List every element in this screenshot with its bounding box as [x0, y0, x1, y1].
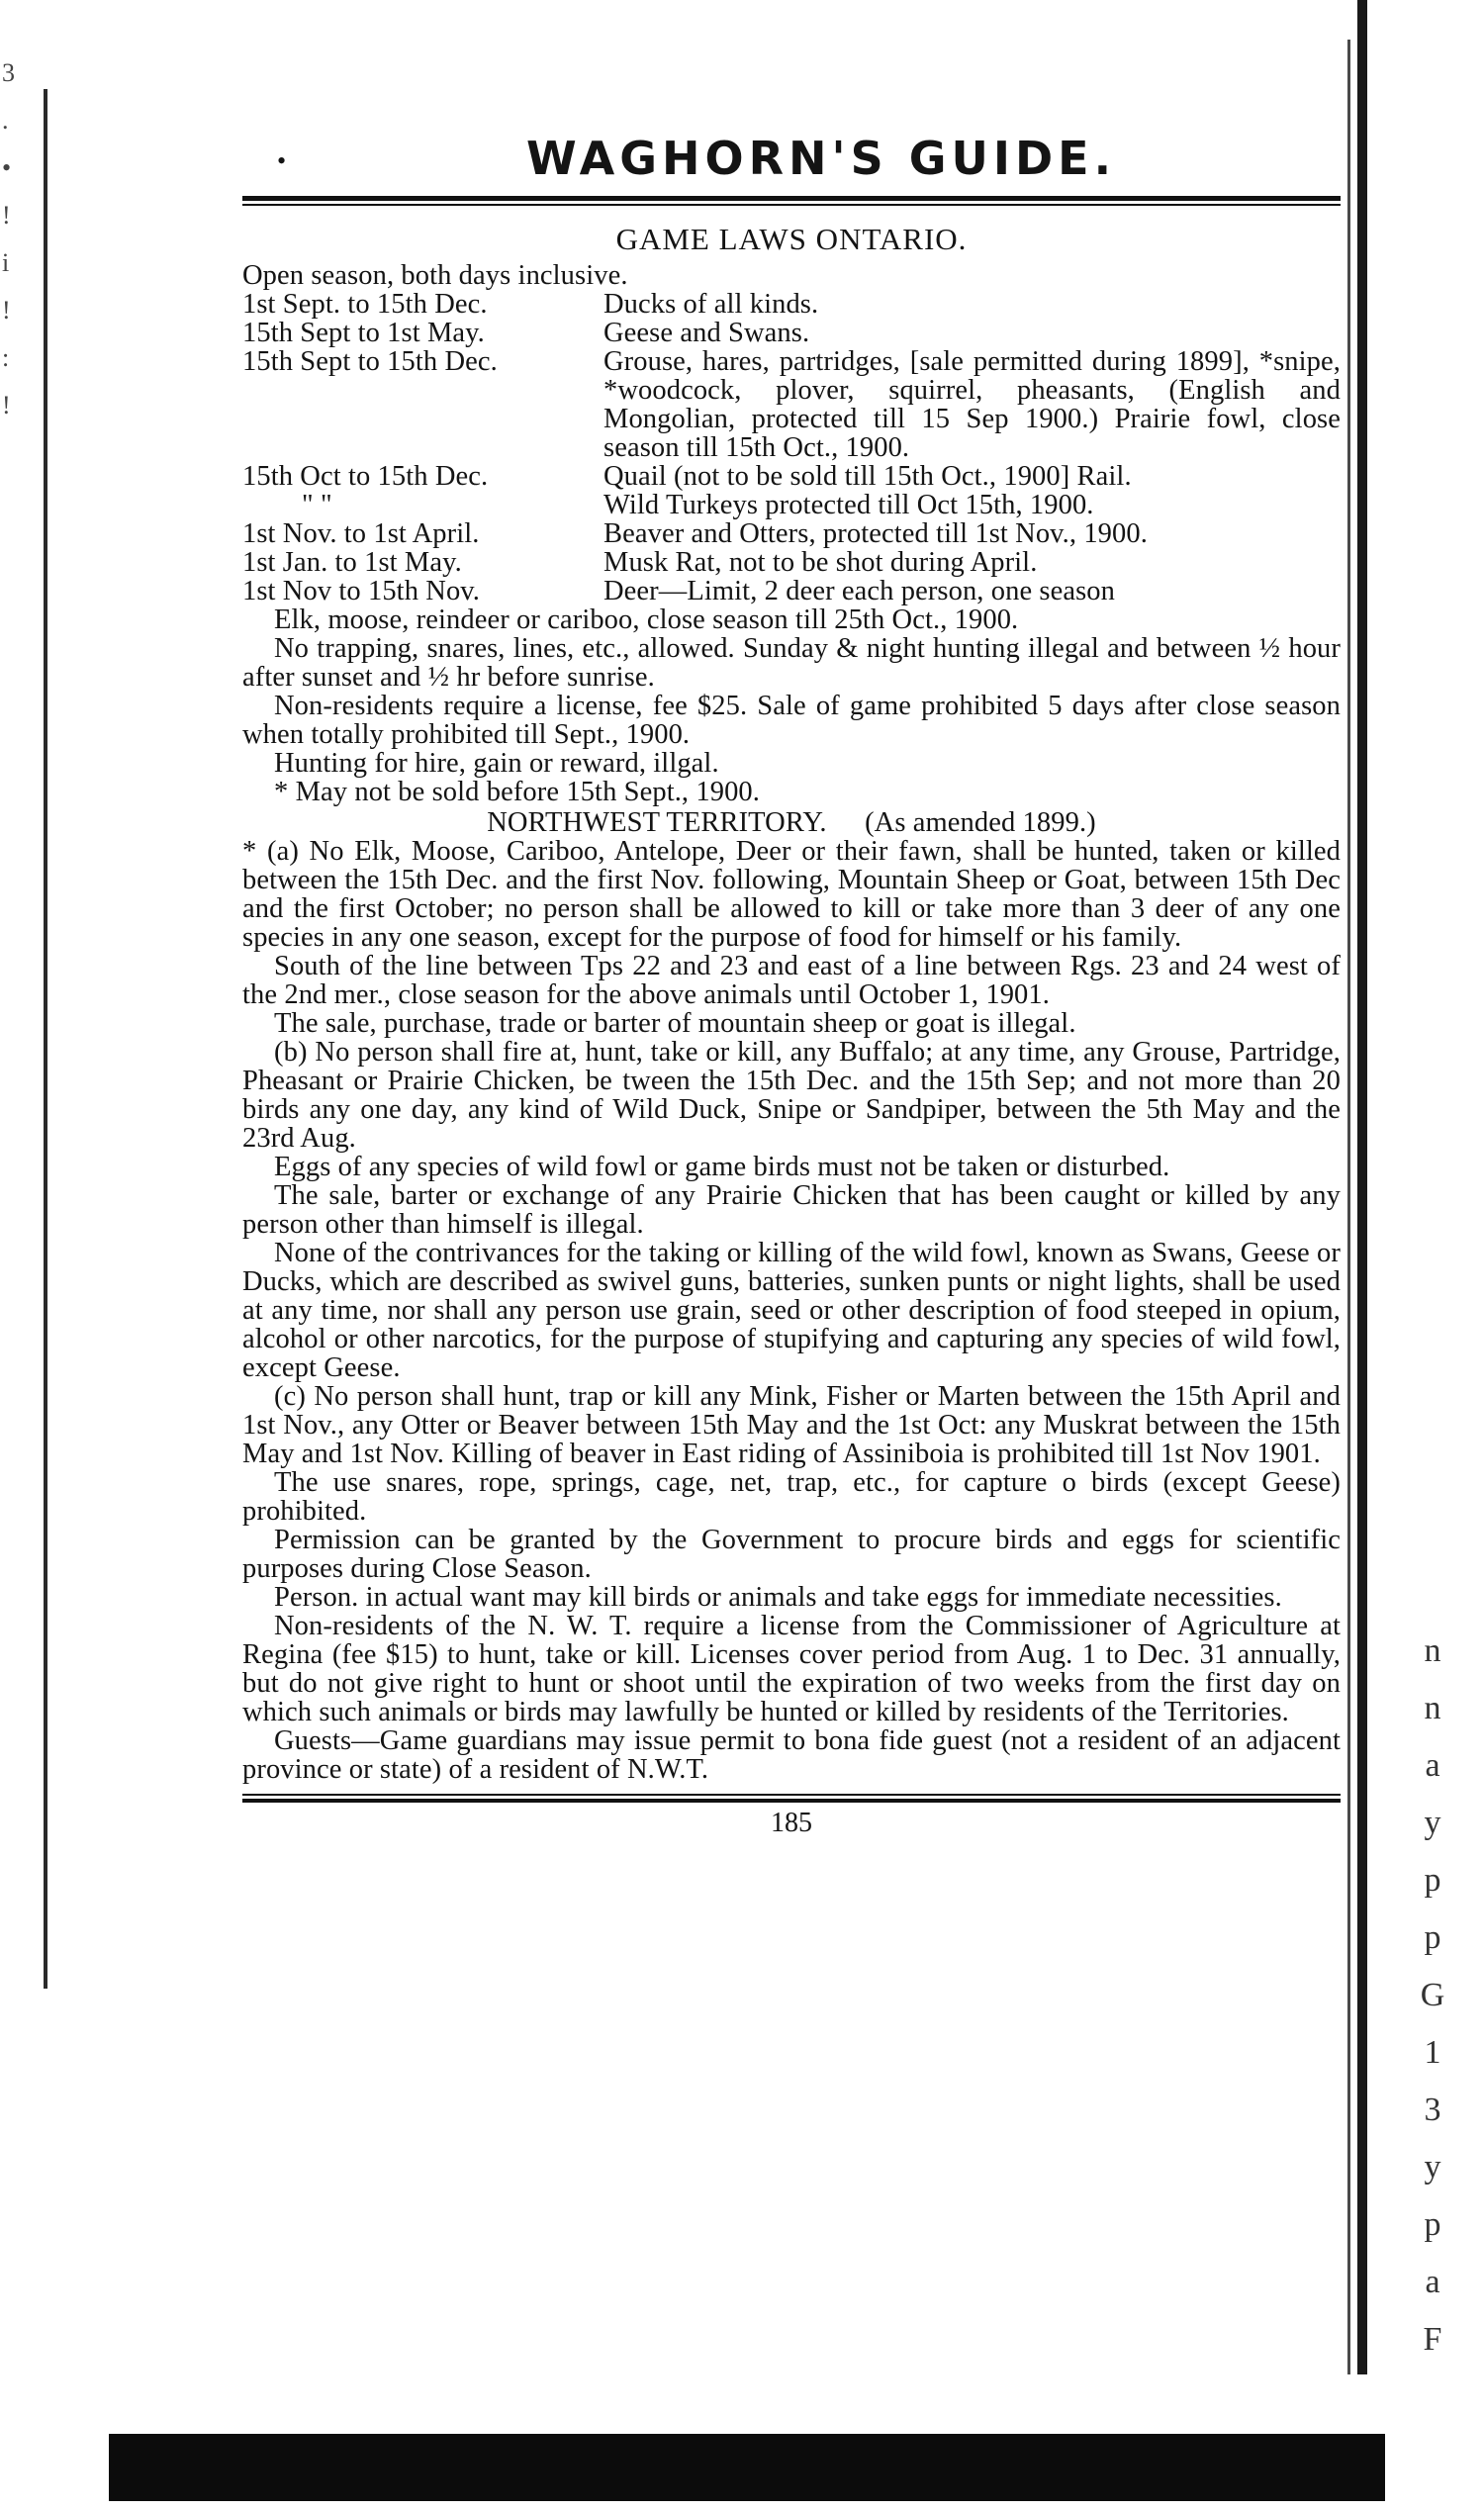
right-margin-mark: p [1424, 1919, 1441, 1956]
running-head: WAGHORN'S GUIDE. [525, 132, 1117, 185]
nwt-paragraph: * (a) No Elk, Moose, Cariboo, Antelope, Deer or their fawn, shall be hunted, taken or killed between the 15th Dec. and the first Nov. following, Mountain Sheep or Goat, between 15th Dec and the first October; no person shall be allowed to kill or take more than 3 deer of any one species in any one season, except for the purpose of food for himself or his family. [242, 836, 1341, 953]
season-game: Geese and Swans. [603, 318, 810, 348]
nwt-paragraph: Non-residents of the N. W. T. require a license from the Commissioner of Agriculture at Regina (fee $15) to hunt, take or kill. Licenses cover period from Aug. 1 to Dec. 31 annually, but do not give right to hunt or shoot until the expiration of two weeks from the first day on which such animals or birds may lawfully be hunted or killed by residents of the Territories. [242, 1611, 1341, 1727]
right-margin-mark: a [1425, 2264, 1440, 2300]
right-page-edge [1357, 0, 1367, 2374]
right-page-edge-inner [1347, 40, 1350, 2374]
season-game: Wild Turkeys protected till Oct 15th, 1900. [603, 490, 1094, 520]
nwt-heading-note: (As amended 1899.) [865, 807, 1096, 838]
header-rule-thick [242, 196, 1341, 201]
season-dates: 1st Nov to 15th Nov. [242, 576, 481, 606]
right-margin-mark: a [1425, 1747, 1440, 1784]
season-game: Ducks of all kinds. [603, 289, 819, 320]
nwt-heading [242, 808, 1341, 837]
season-row [242, 347, 1341, 462]
left-margin-mark: i [2, 248, 10, 277]
left-margin-mark: ! [2, 391, 11, 419]
right-margin-mark: 3 [1424, 2092, 1441, 2128]
nwt-paragraph: Eggs of any species of wild fowl or game birds must not be taken or disturbed. [274, 1152, 1170, 1182]
nwt-paragraph: (b) No person shall fire at, hunt, take or kill, any Buffalo; at any time, any Grouse, Partridge, Pheasant or Prairie Chicken, be tween the 15th Dec. and the 15th Sep; and not more than 20 birds any one day, any kind of Wild Duck, Snipe or Sandpiper, between the 5th May and the 23rd Aug. [242, 1037, 1341, 1154]
right-margin-mark: n [1424, 1690, 1441, 1726]
season-game: Deer—Limit, 2 deer each person, one season [603, 576, 1116, 606]
right-margin-mark: F [1423, 2321, 1442, 2358]
season-row [242, 577, 1341, 605]
season-game: Beaver and Otters, protected till 1st Nov., 1900. [603, 518, 1148, 549]
right-margin-mark: 1 [1424, 2034, 1441, 2071]
right-margin-marks [1403, 1623, 1462, 2358]
right-margin-mark: G [1420, 1977, 1445, 2013]
season-game: Musk Rat, not to be shot during April. [603, 547, 1038, 578]
page-content [242, 131, 1341, 1838]
season-row [242, 290, 1341, 319]
intro-line: Open season, both days inclusive. [242, 260, 628, 291]
season-dates: " " [302, 490, 332, 520]
header-rule-thin [242, 204, 1341, 206]
season-game: Quail (not to be sold till 15th Oct., 1900] Rail. [603, 461, 1132, 492]
left-margin-mark: . [2, 106, 9, 135]
ontario-section [242, 261, 1341, 1784]
nwt-paragraph: Guests—Game guardians may issue permit to bona fide guest (not a resident of an adjacent province or state) of a resident of N.W.T. [242, 1725, 1341, 1785]
season-dates: 1st Sept. to 15th Dec. [242, 289, 488, 320]
nwt-paragraph: (c) No person shall hunt, trap or kill any Mink, Fisher or Marten between the 15th April and 1st Nov., any Otter or Beaver between 15th May and the 1st Oct: any Muskrat between the 15th May and 1st Nov. Killing of beaver in East riding of Assiniboia is prohibited till 1st Nov 1901. [242, 1381, 1341, 1469]
page-number: 185 [771, 1808, 812, 1838]
footer-rule-thin [242, 1794, 1341, 1796]
nwt-paragraph: Person. in actual want may kill birds or animals and take eggs for immediate necessities. [274, 1582, 1282, 1613]
left-margin-mark: ! [2, 296, 11, 325]
left-margin-mark: ! [2, 201, 11, 230]
nwt-paragraph: The sale, barter or exchange of any Prairie Chicken that has been caught or killed by any person other than himself is illegal. [242, 1180, 1341, 1240]
ontario-paragraph: Elk, moose, reindeer or cariboo, close season till 25th Oct., 1900. [274, 604, 1019, 635]
left-margin-marks [2, 49, 59, 683]
left-margin-mark: : [2, 343, 10, 372]
nwt-heading-title: NORTHWEST TERRITORY. [487, 807, 827, 838]
header-bullet: • [277, 146, 287, 175]
right-margin-mark: p [1424, 2206, 1441, 2243]
right-margin-mark: y [1424, 2149, 1441, 2186]
nwt-paragraph: None of the contrivances for the taking or killing of the wild fowl, known as Swans, Geese or Ducks, which are described as swivel guns, batteries, sunken punts or night lights, shall be used at any time, nor shall any person use grain, seed or other description of food steeped in opium, alcohol or other narcotics, for the purpose of stupifying and capturing any species of wild fowl, except Geese. [242, 1238, 1341, 1383]
ontario-paragraph: Hunting for hire, gain or reward, illgal. [274, 748, 719, 779]
nwt-paragraph: South of the line between Tps 22 and 23 and east of a line between Rgs. 23 and 24 west of the 2nd mer., close season for the above animals until October 1, 1901. [242, 951, 1341, 1010]
right-margin-mark: y [1424, 1805, 1441, 1841]
season-row [242, 491, 1341, 519]
right-margin-mark: n [1424, 1632, 1441, 1669]
bottom-scan-bar [109, 2434, 1385, 2501]
nwt-paragraph: The sale, purchase, trade or barter of mountain sheep or goat is illegal. [274, 1008, 1076, 1039]
season-dates: 15th Sept to 1st May. [242, 318, 485, 348]
left-margin-mark: 3 [2, 58, 15, 87]
season-dates: 15th Sept to 15th Dec. [242, 346, 498, 377]
season-row [242, 548, 1341, 577]
season-row [242, 462, 1341, 491]
ontario-paragraph: Non-residents require a license, fee $25. Sale of game prohibited 5 days after close season when totally prohibited till Sept., 1900. [242, 691, 1341, 750]
nwt-paragraph: Permission can be granted by the Government to procure birds and eggs for scientific purposes during Close Season. [242, 1525, 1341, 1584]
ontario-paragraph: No trapping, snares, lines, etc., allowed. Sunday & night hunting illegal and between ½ hour after sunset and ½ hr before sunrise. [242, 633, 1341, 693]
ontario-footnote: * May not be sold before 15th Sept., 1900. [274, 777, 761, 807]
season-row [242, 319, 1341, 347]
season-game: Grouse, hares, partridges, [sale permitted during 1899], *snipe, *woodcock, plover, squirrel, pheasants, (English and Mongolian, protected till 15 Sep 1900.) Prairie fowl, close season till 15th Oct., 1900. [603, 346, 1341, 463]
section-title: GAME LAWS ONTARIO. [615, 222, 968, 256]
nwt-paragraph: The use snares, rope, springs, cage, net, trap, etc., for capture o birds (except Geese) prohibited. [242, 1467, 1341, 1527]
left-margin-mark: • [2, 153, 12, 182]
season-dates: 1st Nov. to 1st April. [242, 518, 480, 549]
season-dates: 15th Oct to 15th Dec. [242, 461, 489, 492]
season-row [242, 519, 1341, 548]
footer-rule-thick [242, 1799, 1341, 1803]
season-dates: 1st Jan. to 1st May. [242, 547, 462, 578]
right-margin-mark: p [1424, 1862, 1441, 1899]
